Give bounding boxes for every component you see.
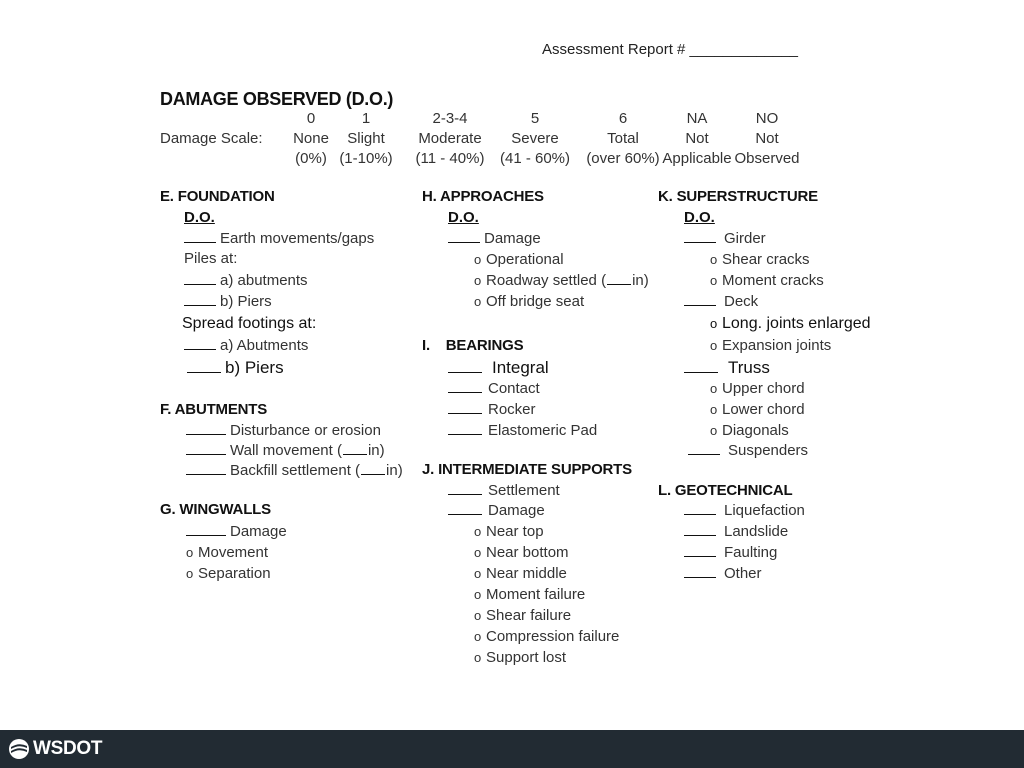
entry-blank[interactable]	[448, 482, 482, 495]
entry-blank[interactable]	[684, 544, 716, 557]
checklist-item[interactable]: Rocker	[448, 401, 536, 418]
scale-column: 2-3-4 Moderate (11 - 40%)	[415, 110, 485, 167]
scale-column: NO Not Observed	[734, 110, 800, 167]
entry-blank[interactable]	[684, 293, 716, 306]
bullet-icon: o	[474, 587, 482, 602]
checklist-item[interactable]: Damage	[186, 523, 287, 540]
bullet-item: o Operational	[474, 251, 564, 268]
checklist-item[interactable]: b) Piers	[184, 293, 272, 310]
scale-column: 0 None (0%)	[293, 110, 329, 167]
bullet-icon: o	[474, 545, 482, 560]
section-heading: L. GEOTECHNICAL	[658, 482, 793, 499]
entry-blank[interactable]	[448, 230, 480, 243]
checklist-item[interactable]: Liquefaction	[684, 502, 805, 519]
do-label: D.O.	[448, 209, 479, 226]
bullet-item: o Roadway settled ( in)	[474, 272, 649, 289]
section-heading: J. INTERMEDIATE SUPPORTS	[422, 461, 632, 478]
checklist-item[interactable]: Damage	[448, 230, 541, 247]
bullet-item: o Lower chord	[710, 401, 805, 418]
section-heading: E. FOUNDATION	[160, 188, 275, 205]
footer-bar	[0, 730, 1024, 768]
entry-blank[interactable]	[184, 230, 216, 243]
entry-blank[interactable]	[684, 230, 716, 243]
checklist-item[interactable]: Elastomeric Pad	[448, 422, 597, 439]
bullet-icon: o	[474, 294, 482, 309]
bullet-item: o Moment failure	[474, 586, 586, 603]
entry-blank[interactable]	[187, 360, 221, 373]
entry-blank[interactable]	[684, 523, 716, 536]
checklist-item[interactable]: a) abutments	[184, 272, 308, 289]
bullet-item: o Near top	[474, 523, 544, 540]
bullet-item: o Separation	[186, 565, 271, 582]
checklist-item[interactable]: b) Piers	[187, 358, 284, 378]
bullet-item: o Compression failure	[474, 628, 620, 645]
bullet-item: o Movement	[186, 544, 269, 561]
entry-blank[interactable]	[448, 401, 482, 414]
bullet-icon: o	[710, 423, 718, 438]
entry-blank[interactable]	[184, 272, 216, 285]
bullet-item: o Diagonals	[710, 422, 789, 439]
checklist-item[interactable]: Integral	[448, 358, 549, 378]
entry-blank[interactable]	[684, 360, 718, 373]
scale-column: NA Not Applicable	[662, 110, 732, 167]
bullet-icon: o	[186, 545, 194, 560]
entry-blank[interactable]	[448, 360, 482, 373]
checklist-item[interactable]: Earth movements/gaps	[184, 230, 374, 247]
section-heading: G. WINGWALLS	[160, 501, 271, 518]
entry-blank[interactable]	[688, 442, 720, 455]
checklist-item[interactable]: Wall movement ( in)	[186, 442, 385, 459]
entry-blank[interactable]	[448, 422, 482, 435]
checklist-item[interactable]: Other	[684, 565, 762, 582]
bullet-item: o Support lost	[474, 649, 567, 666]
entry-blank[interactable]	[684, 565, 716, 578]
bullet-item: o Off bridge seat	[474, 293, 585, 310]
scale-column: 5 Severe (41 - 60%)	[499, 110, 571, 167]
checklist-item[interactable]: a) Abutments	[184, 337, 308, 354]
entry-blank[interactable]	[186, 442, 226, 455]
inches-blank[interactable]	[343, 442, 367, 455]
assessment-report-number: Assessment Report # _____________	[542, 41, 799, 58]
section-heading: F. ABUTMENTS	[160, 401, 268, 418]
bullet-item: o Shear failure	[474, 607, 572, 624]
section-heading: I. BEARINGS	[422, 337, 524, 354]
entry-blank[interactable]	[186, 462, 226, 475]
bullet-item: o Expansion joints	[710, 337, 832, 354]
bullet-icon: o	[474, 650, 482, 665]
bullet-icon: o	[186, 566, 194, 581]
section-heading: K. SUPERSTRUCTURE	[658, 188, 818, 205]
entry-blank[interactable]	[186, 523, 226, 536]
scale-column: 6 Total (over 60%)	[586, 110, 660, 167]
bullet-icon: o	[710, 338, 718, 353]
entry-blank[interactable]	[684, 502, 716, 515]
bullet-item: o Long. joints enlarged	[710, 315, 871, 332]
bullet-icon: o	[474, 629, 482, 644]
entry-blank[interactable]	[184, 337, 216, 350]
bullet-icon: o	[474, 524, 482, 539]
wsdot-swoosh-icon	[8, 738, 30, 760]
entry-blank[interactable]	[448, 380, 482, 393]
sub-heading: Spread footings at:	[182, 315, 317, 332]
entry-blank[interactable]	[186, 422, 226, 435]
bullet-icon: o	[474, 273, 482, 288]
checklist-item[interactable]: Settlement	[448, 482, 560, 499]
checklist-item[interactable]: Deck	[684, 293, 758, 310]
bullet-item: o Moment cracks	[710, 272, 824, 289]
bullet-item: o Shear cracks	[710, 251, 810, 268]
bullet-icon: o	[474, 608, 482, 623]
bullet-item: o Near bottom	[474, 544, 569, 561]
checklist-item[interactable]: Backfill settlement ( in)	[186, 462, 403, 479]
checklist-item[interactable]: Contact	[448, 380, 540, 397]
bullet-item: o Upper chord	[710, 380, 805, 397]
damage-scale-label: Damage Scale:	[160, 130, 263, 147]
bullet-icon: o	[710, 252, 718, 267]
wsdot-logo	[8, 738, 102, 760]
bullet-icon: o	[710, 273, 718, 288]
checklist-item[interactable]: Girder	[684, 230, 766, 247]
checklist-item[interactable]: Damage	[448, 502, 545, 519]
bullet-item: o Near middle	[474, 565, 567, 582]
bullet-icon: o	[710, 316, 718, 331]
scale-column: 1 Slight (1-10%)	[339, 110, 393, 167]
checklist-item[interactable]: Truss	[684, 358, 770, 378]
bullet-icon: o	[474, 566, 482, 581]
checklist-item[interactable]: Faulting	[684, 544, 777, 561]
entry-blank[interactable]	[448, 502, 482, 515]
page-title: DAMAGE OBSERVED (D.O.)	[160, 89, 394, 109]
checklist-item[interactable]: Landslide	[684, 523, 788, 540]
inches-blank[interactable]	[361, 462, 385, 475]
inches-blank[interactable]	[607, 272, 631, 285]
bullet-icon: o	[710, 381, 718, 396]
bullet-icon: o	[474, 252, 482, 267]
do-label: D.O.	[684, 209, 715, 226]
entry-blank[interactable]	[184, 293, 216, 306]
section-heading: H. APPROACHES	[422, 188, 544, 205]
do-label: D.O.	[184, 209, 215, 226]
sub-heading: Piles at:	[184, 250, 238, 267]
bullet-icon: o	[710, 402, 718, 417]
checklist-item[interactable]: Disturbance or erosion	[186, 422, 381, 439]
brand-name: WSDOT	[33, 738, 103, 759]
checklist-item[interactable]: Suspenders	[688, 442, 808, 459]
